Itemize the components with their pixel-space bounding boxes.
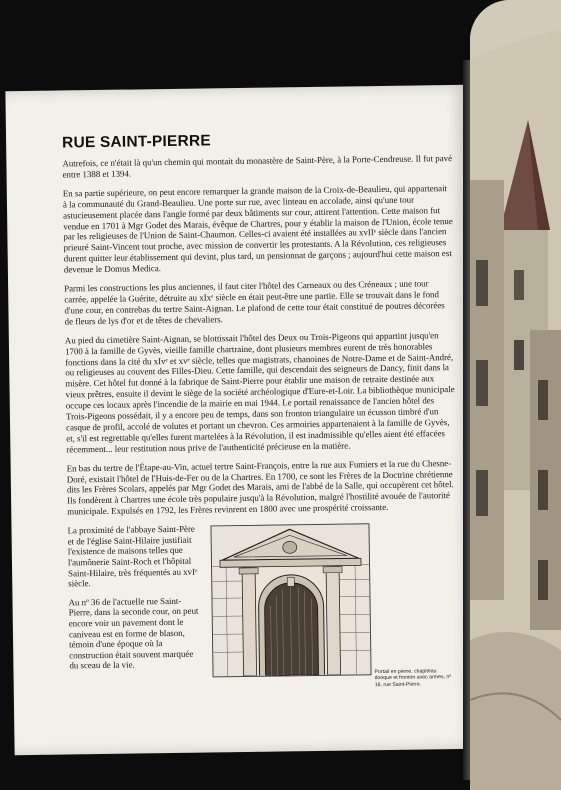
page-title: RUE SAINT-PIERRE (61, 132, 211, 152)
left-page (5, 85, 477, 755)
column-paragraph: La proximité de l'abbaye Saint-Père et de l'église Saint-Hilaire justifiait l'existence de maisons telles que l'aumônerie Saint-Roch et l'hôpital Saint-Hilaire, très fréquentés au xvIᵉ siècle. (67, 523, 198, 589)
portal-drawing (211, 524, 370, 676)
paragraph: Autrefois, ce n'était là qu'un chemin qui montait du monastère de Saint-Père, à la Porte-Cendreuse. Il fut pavé entre 1388 et 1394. (62, 153, 453, 180)
watercolor-illustration (470, 0, 561, 790)
page-content (62, 129, 460, 696)
figure-caption: Portail en pierre, chapiteau dorique et fronton avec armes, nº 16, rue Saint-Pierre. (374, 668, 452, 688)
paragraph: En bas du tertre de l'Étape-au-Vin, actuel tertre Saint-François, entre la rue aux Fumiers et la rue du Chesne-Doré, existait l'hôtel de l'Huis-de-Fer ou de la Chartres. En 1700, ce sont les Frères de la Doctrine chrétienne dits les Frères Scolars, appelés par Mgr Godet des Marais, ami de l'abbé de la Salle, qui occupèrent cet hôtel. Ils fondèrent à Chartres une école très populaire jusqu'à la Révolution, malgré l'hostilité avouée de l'autorité municipale. Expulsés en 1792, les Frères revinrent en 1800 avec une prospérité croissante. (66, 457, 454, 517)
column-paragraph: Au nº 36 de l'actuelle rue Saint-Pierre, dans la seconde cour, on peut encore voir un pavement dont le caniveau est en forme de blason, témoin d'une époque où la construction était souvent marquée du sceau de la vie. (68, 595, 199, 671)
right-page-watercolor (470, 0, 561, 790)
bottom-section (67, 520, 459, 695)
portal-illustration (210, 523, 371, 677)
side-column (67, 524, 204, 680)
paragraph: Au pied du cimetière Saint-Aignan, se blottissait l'hôtel des Deux ou Trois-Pigeons qui appartint jusqu'en 1700 à la famille de Gyvès, vieille famille chartraine, dont plusieurs membres eurent de très honorables fonctions dans la cité du xIvᵉ et xvᵉ siècle, telles que magistrats, chanoines de Notre-Dame et de Saint-André, ou religieuses au couvent des Filles-Dieu. Cette famille, qui descendait des seigneurs de Dancy, finit dans la misère. Cet hôtel fut donné à la fabrique de Saint-Pierre pour établir une maison de retraite destinée aux vieux prêtres, ensuite il devint le siège de la société archéologique d'Eure-et-Loir. La bibliothèque municipale occupe ces locaux après l'incendie de la mairie en mai 1944. Le portail renaissance de l'ancien hôtel des Trois-Pigeons possédait, il y a encore peu de temps, dans son fronton triangulaire un écusson timbré d'un casque de profil, accolé de volutes et portant un chevron. Ces armoiries appartenaient à la famille de Gyvès, et, s'il est regrettable qu'elles furent martelées à la Révolution, il est inadmissible qu'elles aient été effacées récemment... leur restitution nous prive de l'authenticité précieuse en la matière. (64, 329, 455, 455)
paragraph: En sa partie supérieure, on peut encore remarquer la grande maison de la Croix-de-Beaulieu, qui appartenait à la communauté du Grand-Beaulieu. Une porte sur rue, avec linteau en accolade, ainsi qu'une tour astucieusement placée dans l'angle formé par deux bâtiments sur cour, attirent l'attention. Cette maison fut vendue en 1701 à Mgr Godet des Marais, évêque de Chartres, pour y établir la maison de l'Union, école tenue par les religieuses de l'Union de Saint-Chaumon. Celles-ci avaient été installées au xvIIᵉ siècle dans l'ancien prieuré Saint-Vincent tout proche, avec mission de convertir les protestants. A la Révolution, ces religieuses durent quitter leur établissement qui devint, plus tard, un pensionnat de garçons ; aujourd'hui cette maison est devenue le Domus Medica. (62, 182, 453, 275)
paragraph: Parmi les constructions les plus anciennes, il faut citer l'hôtel des Carneaux ou des Créneaux ; une tour carrée, appelée la Guérite, détruite au xIxᵉ siècle en était peut-être une partie. Elle se trouvait dans le fond d'une cour, en contrebas du tertre Saint-Aignan. Le plafond de cette tour était constitué de poutres décorées de fleurs de lys d'or et de têtes de chevaliers. (64, 278, 445, 327)
